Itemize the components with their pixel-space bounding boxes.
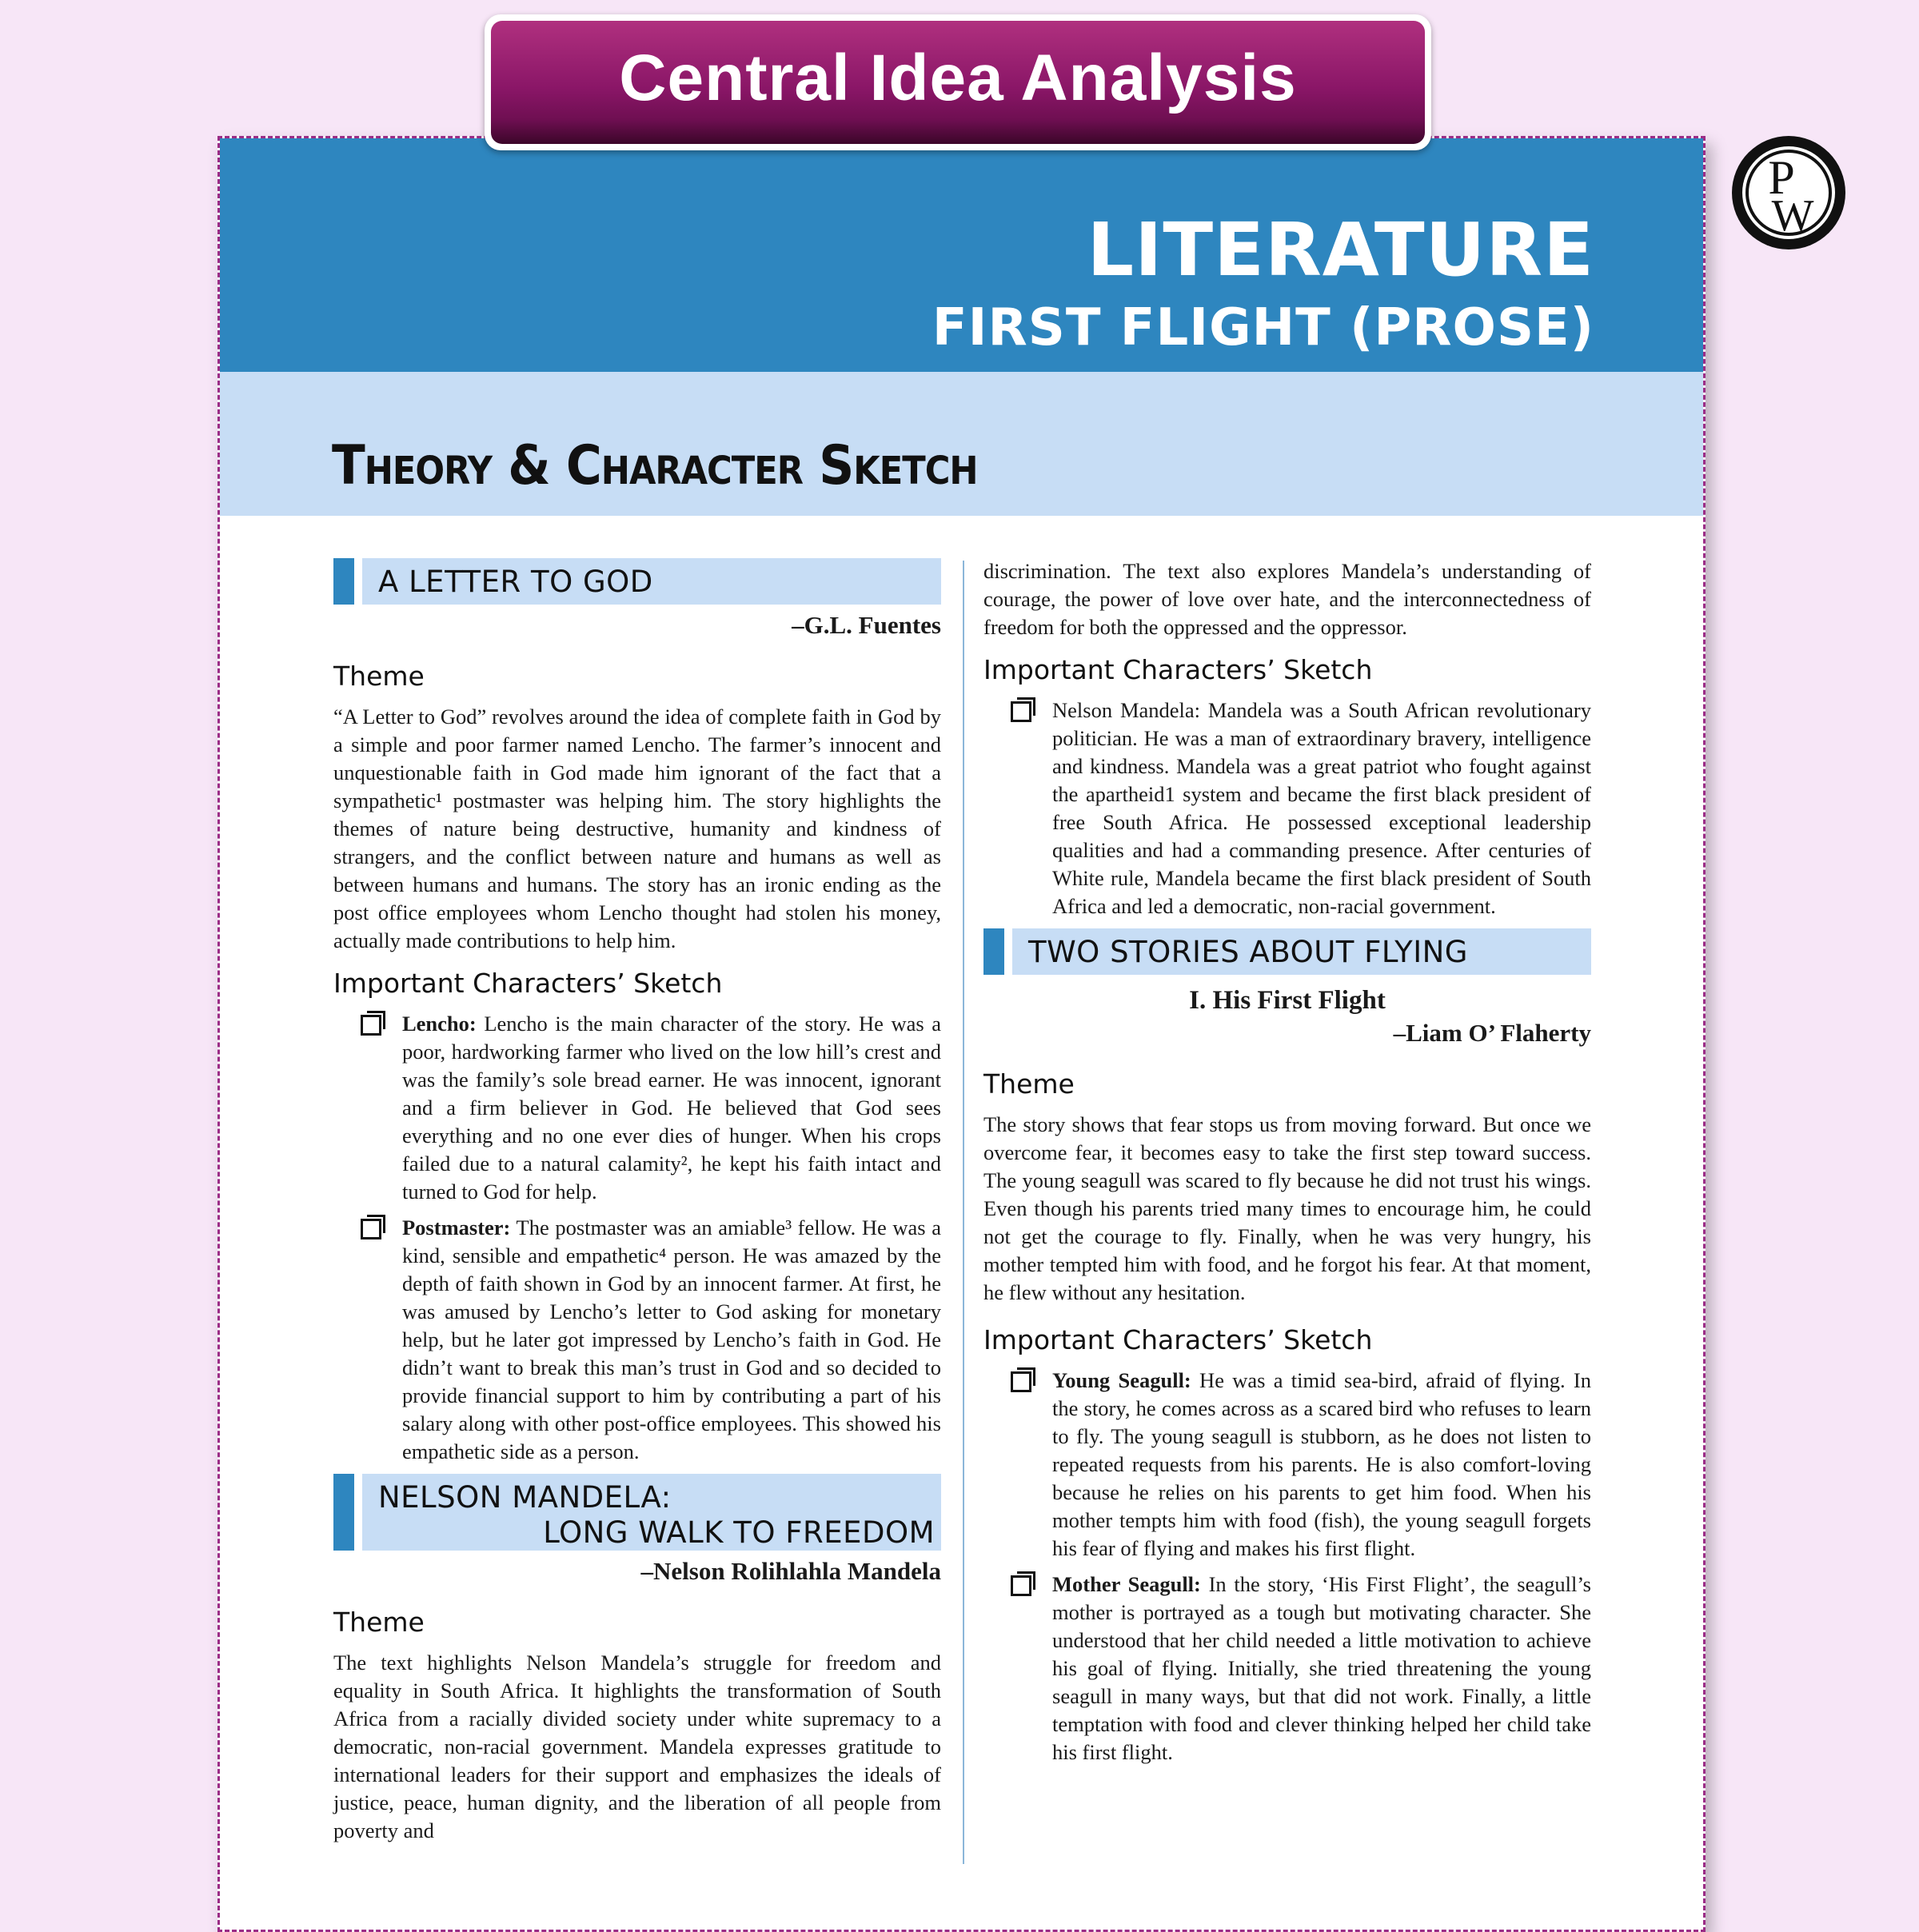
banner-title: Central Idea Analysis (619, 42, 1297, 114)
pw-logo-icon (1737, 141, 1841, 245)
characters-label: Important Characters’ Sketch (983, 1324, 1373, 1355)
theme-paragraph-continued: discrimination. The text also explores Mandela’s understanding of courage, the power of love over hate, and the interconnectedness of freedom for both the oppressed and the oppressor. (983, 559, 1591, 639)
section-heading-two-stories (983, 928, 1591, 975)
bullet-box-icon (1011, 1575, 1031, 1596)
characters-label: Important Characters’ Sketch (983, 654, 1373, 685)
section-heading-bar (333, 1474, 354, 1551)
character-name: Mother Seagull: (1052, 1572, 1201, 1596)
left-column (333, 558, 941, 1858)
theme-paragraph: “A Letter to God” revolves around the idea of complete faith in God by a simple and poor farmer named Lencho. The farmer’s innocent and unquestionable faith in God made him ignorant of the fact that a sympathetic¹ postmaster was helping him. The story highlights the themes of nature being destructive, humanity and kindness of strangers, and the conflict between nature and humans as well as between humans and humans. The story has an ironic ending as the post office employees whom Lencho thought had stolen his money, actually made contributions to help him. (333, 705, 941, 952)
section-heading-text: TWO STORIES ABOUT FLYING (1028, 935, 1468, 969)
character-item (983, 1571, 1591, 1766)
character-item (983, 697, 1591, 920)
band-title: Theory & Character Sketch (332, 434, 978, 497)
character-text: Lencho is the main character of the story. He was a poor, hardworking farmer who lived on the low hill’s crest and was the family’s sole bread earner. He was innocent, ignorant and a firm believer in God. He believed that God sees everything and no one ever dies of hunger. When his crops failed due to a natural calamity², he kept his faith intact and turned to God for help. (402, 1012, 941, 1204)
author-line: –Nelson Rolihlahla Mandela (640, 1557, 941, 1585)
section-heading-text: A LETTER TO GOD (378, 565, 653, 599)
character-text: The postmaster was an amiable³ fellow. He was a kind, sensible and empathetic⁴ person. He was amazed by the depth of faith shown in God by an innocent farmer. At first, he was amused by Lencho’s letter to God asking for monetary help, but he later got impressed by Lencho’s faith in God. He didn’t want to break this man’s trust in God and so decided to provide financial support to him by contributing a part of his salary along with other post-office employees. This showed his empathetic side as a person. (402, 1215, 941, 1463)
character-text: He was a timid sea-bird, afraid of flying. In the story, he comes across as a scared bird who refuses to learn to fly. The young seagull is stubborn, as he does not listen to repeated requests from his parents. He is also comfort-loving because he relies on his parents to get him food. When his mother tempts him with food (fish), the young seagull forgets his fear of flying and makes his first flight. (1052, 1368, 1591, 1560)
header-subtitle: FIRST FLIGHT (PROSE) (932, 298, 1594, 357)
section-heading-mandela (333, 1474, 941, 1551)
bullet-box-icon (1011, 1371, 1031, 1392)
header-block (220, 138, 1703, 372)
right-column (983, 557, 1591, 1774)
svg-text:P: P (1768, 151, 1795, 204)
bullet-box-icon (1011, 701, 1031, 722)
character-item (333, 1214, 941, 1466)
story-title: I. His First Flight (1189, 986, 1386, 1015)
theme-paragraph: The story shows that fear stops us from moving forward. But once we overcome fear, it becomes easy to take the first step toward success. The young seagull was scared to fly because he did not trust his wings. Even though his parents tried many times to encourage him, he could not get the courage to fly. Finally, when he was very hungry, his mother tempted him with food, and he forgot his fear. At that moment, he flew without any hesitation. (983, 1112, 1591, 1304)
character-name: Young Seagull: (1052, 1368, 1191, 1392)
section-heading-letter-to-god (333, 558, 941, 605)
characters-label: Important Characters’ Sketch (333, 968, 723, 999)
bullet-box-icon (361, 1015, 381, 1036)
theme-paragraph: The text highlights Nelson Mandela’s struggle for freedom and equality in South Africa. It highlights the transformation of South Africa from a racially divided society under white supremacy to a democratic, non-racial government. Mandela expresses gratitude to international leaders for their support and emphasizes the ideals of justice, peace, human dignity, and the liberation of all people from poverty and (333, 1651, 941, 1842)
svg-text:W: W (1771, 191, 1814, 241)
column-divider (963, 561, 964, 1864)
title-banner-fill (491, 21, 1425, 144)
section-heading-bar (333, 558, 354, 605)
section-heading-text-line2: LONG WALK TO FREEDOM (543, 1515, 935, 1550)
title-banner (485, 14, 1431, 150)
character-text: In the story, ‘His First Flight’, the seagull’s mother is portrayed as a tough but motivating character. She understood that her child needed a little motivation to achieve his goal of flying. Initially, she tried threatening the young seagull in many ways, but that did not work. Finally, a little temptation with food and clever thinking helped her child take his first flight. (1052, 1572, 1591, 1764)
character-item (333, 1010, 941, 1206)
bullet-box-icon (361, 1219, 381, 1239)
author-line: –Liam O’ Flaherty (1393, 1019, 1591, 1047)
section-heading-text-line1: NELSON MANDELA: (378, 1480, 672, 1515)
pw-logo (1732, 136, 1845, 249)
theme-label: Theme (333, 1607, 425, 1638)
header-title: LITERATURE (1087, 207, 1594, 293)
character-item (983, 1367, 1591, 1563)
character-text: Nelson Mandela: Mandela was a South African revolutionary politician. He was a man of extraordinary bravery, intelligence and kindness. Mandela was a great patriot who fought against the apartheid1 system and became the first black president of free South Africa. He possessed exceptional leadership qualities and had a commanding presence. After centuries of White rule, Mandela became the first black president of South Africa and led a democratic, non-racial government. (1052, 698, 1591, 918)
character-name: Postmaster: (402, 1215, 511, 1239)
author-line: –G.L. Fuentes (792, 611, 941, 639)
section-heading-bar (983, 928, 1004, 975)
page-sheet (217, 136, 1706, 1932)
theme-label: Theme (333, 661, 425, 692)
character-name: Lencho: (402, 1012, 477, 1036)
theme-label: Theme (983, 1068, 1075, 1100)
